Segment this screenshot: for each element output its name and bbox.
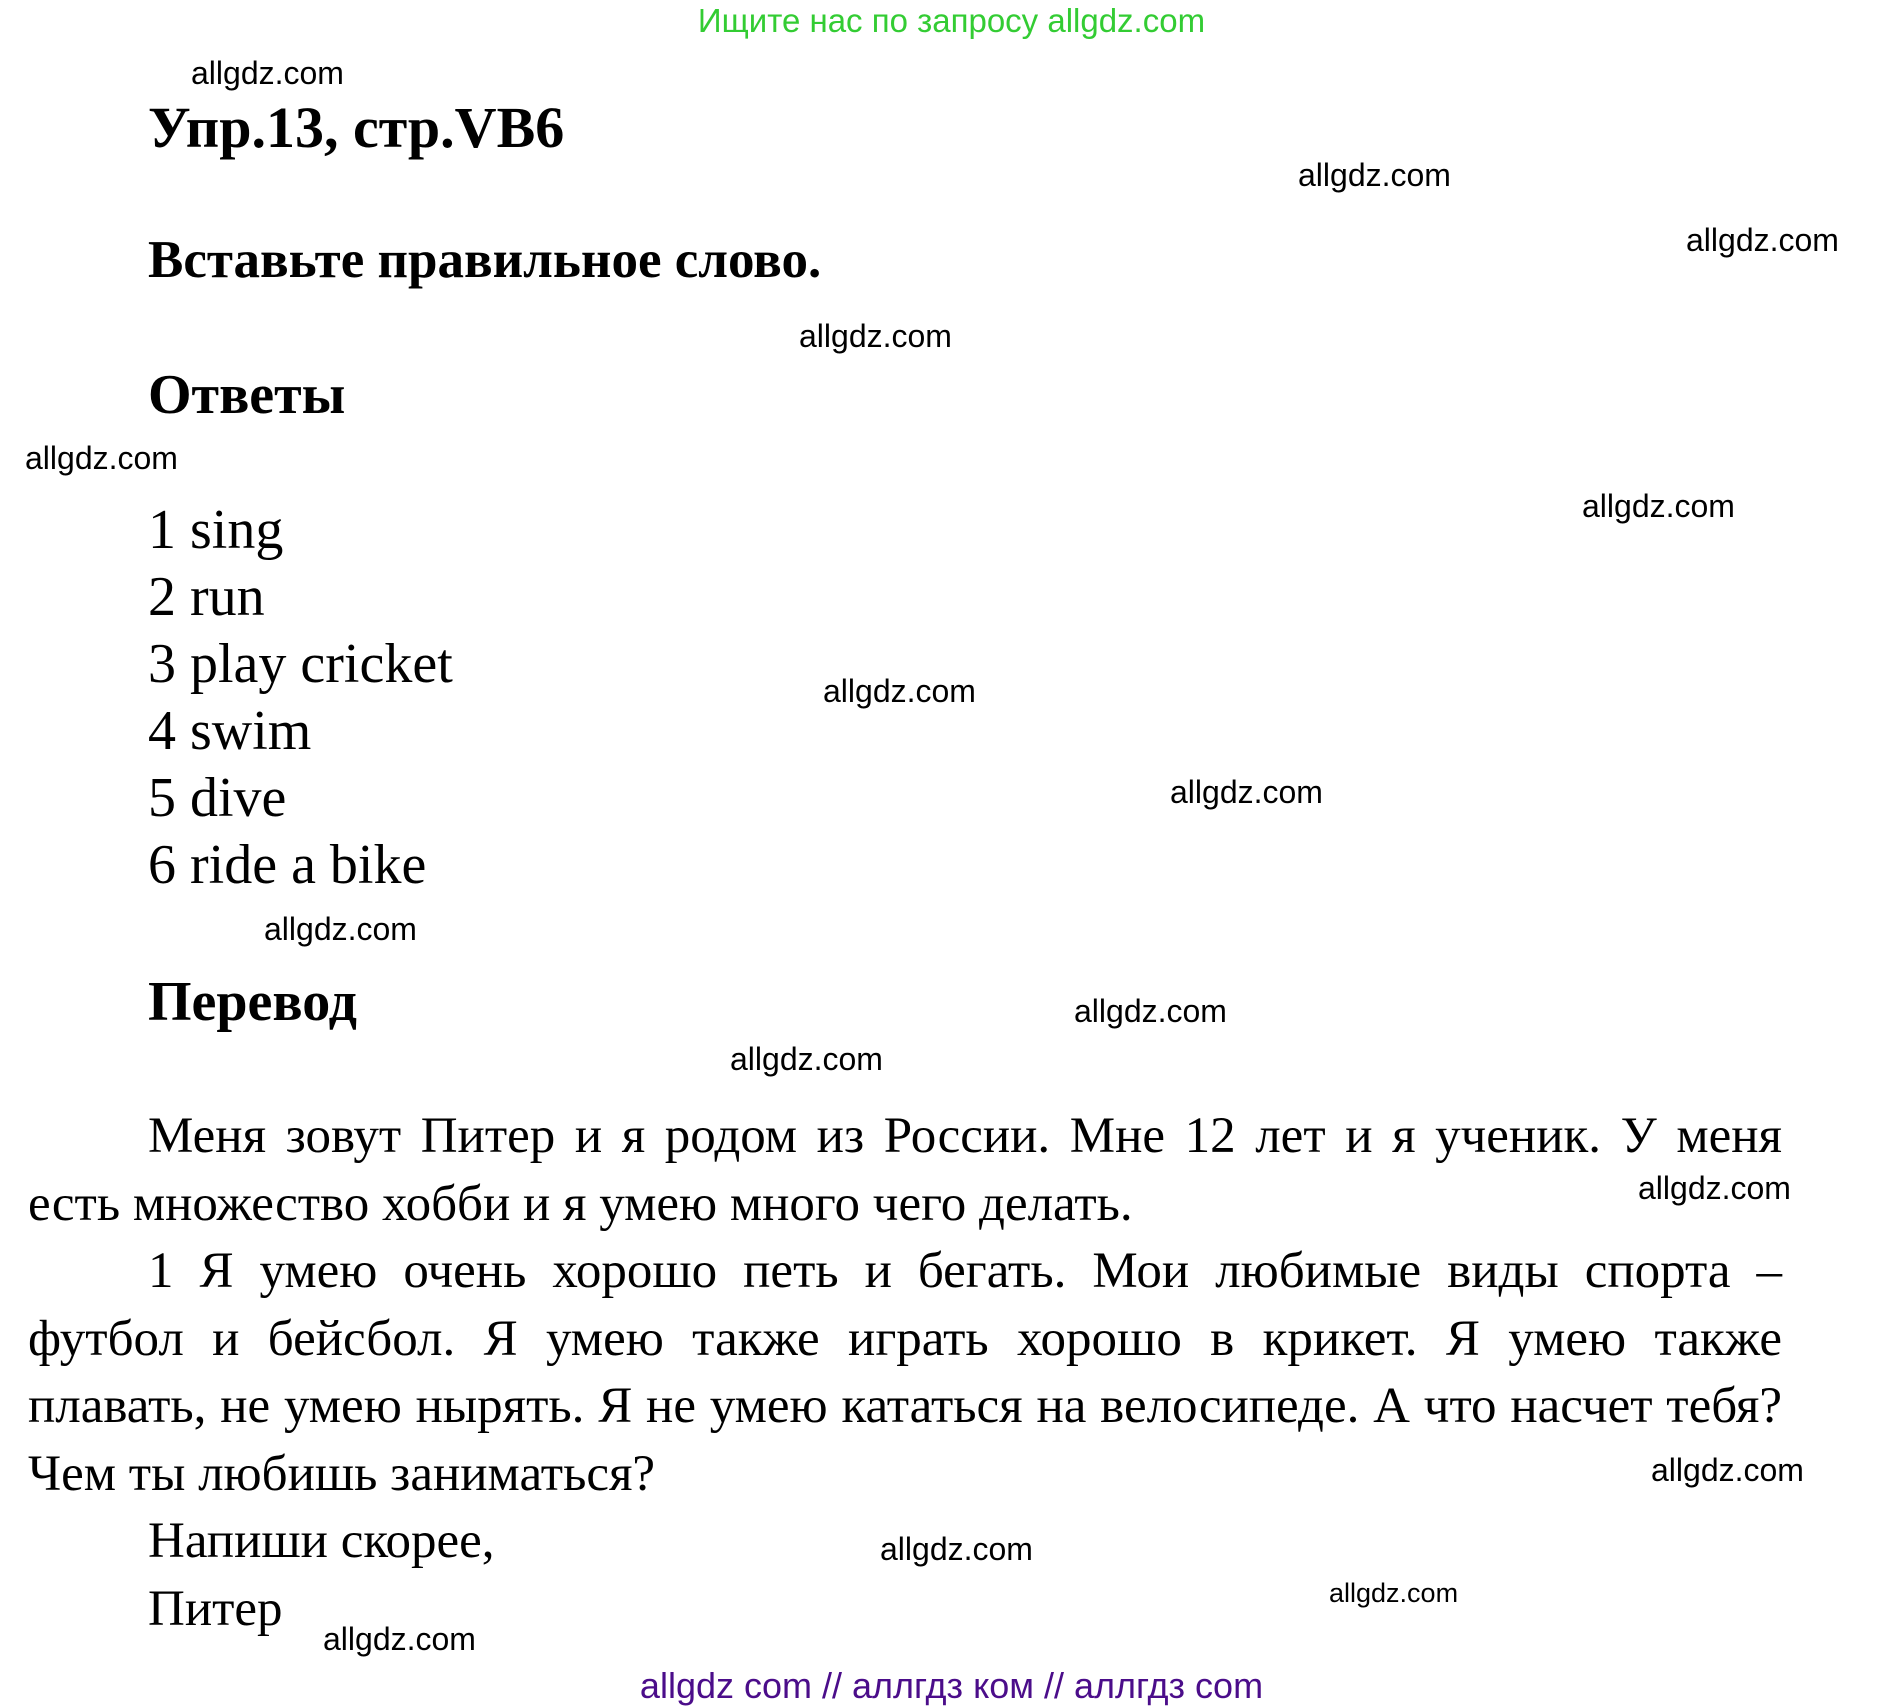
translation-heading: Перевод [148,971,357,1033]
watermark: allgdz.com [1582,488,1735,524]
watermark: allgdz.com [1686,222,1839,258]
watermark: allgdz.com [191,55,344,91]
watermark: allgdz.com [823,673,976,709]
page-title: Упр.13, стр.VB6 [148,95,565,160]
answer-item: 6 ride a bike [148,834,427,896]
watermark: allgdz.com [1074,993,1227,1029]
answer-item: 4 swim [148,700,312,762]
translation-paragraph: Меня зовут Питер и я родом из России. Мне 12 лет и я ученик. У меня есть множество хобби и я умею много чего делать. [28,1108,1782,1232]
signature: Питер [148,1580,283,1637]
answer-item: 1 sing [148,499,284,561]
watermark: allgdz.com [880,1531,1033,1567]
closing-line: Напиши скорее, [148,1513,495,1569]
footer-links: allgdz com // аллгдз ком // аллгдз com [639,1665,1264,1706]
watermark: allgdz.com [1298,157,1451,193]
watermark: allgdz.com [1651,1452,1804,1488]
answer-list [148,497,453,899]
watermark: allgdz.com [1170,774,1323,810]
watermark: allgdz.com [799,318,952,354]
translation-paragraph: 1 Я умею очень хорошо петь и бегать. Мои любимые виды спорта – футбол и бейсбол. Я умею также играть хорошо в крикет. Я умею также плавать, не умею нырять. Я не умею кататься на велосипеде. А что насчет тебя? Чем ты любишь заниматься? [28,1243,1782,1502]
watermark: allgdz.com [323,1621,476,1657]
answers-heading: Ответы [148,364,346,426]
answer-item: 3 play cricket [148,633,453,695]
watermark: allgdz.com [1329,1578,1459,1608]
watermark: allgdz.com [25,440,178,476]
top-banner: Ищите нас по запросу allgdz.com [697,2,1206,39]
watermark: allgdz.com [1638,1170,1791,1206]
watermark: allgdz.com [730,1041,883,1077]
watermark: allgdz.com [264,911,417,947]
answer-item: 2 run [148,566,265,628]
task-instruction: Вставьте правильное слово. [148,231,822,289]
answer-item: 5 dive [148,767,287,829]
